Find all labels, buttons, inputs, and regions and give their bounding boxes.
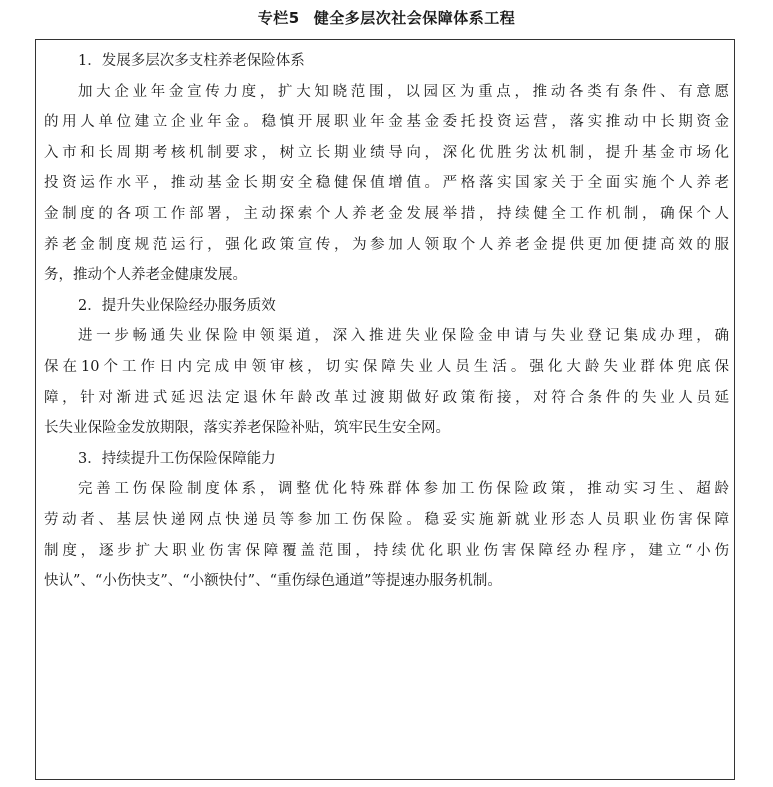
content-body: [44, 46, 729, 597]
section-1-line: 养老金制度规范运行，强化政策宣传，为参加人领取个人养老金提供更加便捷高效的服: [44, 236, 729, 253]
section-1-line: 加大企业年金宣传力度，扩大知晓范围，以园区为重点，推动各类有条件、有意愿: [78, 83, 729, 100]
box-title-text: 健全多层次社会保障体系工程: [313, 9, 516, 27]
section-3-line: 完善工伤保险制度体系，调整优化特殊群体参加工伤保险政策，推动实习生、超龄: [78, 481, 729, 498]
section-1-line: 投资运作水平，推动基金长期安全稳健保值增值。严格落实国家关于全面实施个人养老: [44, 175, 729, 192]
section-1-line: 的用人单位建立企业年金。稳慎开展职业年金基金委托投资运营，落实推动中长期资金: [44, 114, 729, 131]
section-3-heading: 3．持续提升工伤保险保障能力: [78, 450, 276, 467]
section-1-line: 务，推动个人养老金健康发展。: [44, 267, 247, 284]
section-2-line: 长失业保险金发放期限，落实养老保险补贴，筑牢民生安全网。: [44, 420, 450, 437]
box-title: [0, 6, 773, 30]
section-2-line: 进一步畅通失业保险申领渠道，深入推进失业保险金申请与失业登记集成办理，确: [78, 328, 729, 345]
section-2-line: 保在10个工作日内完成申领审核，切实保障失业人员生活。强化大龄失业群体兜底保: [44, 358, 729, 375]
section-2-line: 障，针对渐进式延迟法定退休年龄改革过渡期做好政策衔接，对符合条件的失业人员延: [44, 389, 729, 406]
section-1-line: 金制度的各项工作部署，主动探索个人养老金发展举措，持续健全工作机制，确保个人: [44, 205, 729, 222]
box-title-label: 专栏5: [257, 9, 300, 27]
section-3-line: 劳动者、基层快递网点快递员等参加工伤保险。稳妥实施新就业形态人员职业伤害保障: [44, 511, 729, 528]
section-3-line: 制度，逐步扩大职业伤害保障覆盖范围，持续优化职业伤害保障经办程序，建立“小伤: [44, 542, 729, 559]
section-1-line: 入市和长周期考核机制要求，树立长期业绩导向，深化优胜劣汰机制，提升基金市场化: [44, 144, 729, 161]
section-2-heading: 2．提升失业保险经办服务质效: [78, 297, 276, 314]
section-3-line: 快认”、“小伤快支”、“小额快付”、“重伤绿色通道”等提速办服务机制。: [44, 573, 502, 590]
section-1-heading: 1．发展多层次多支柱养老保险体系: [78, 53, 305, 69]
